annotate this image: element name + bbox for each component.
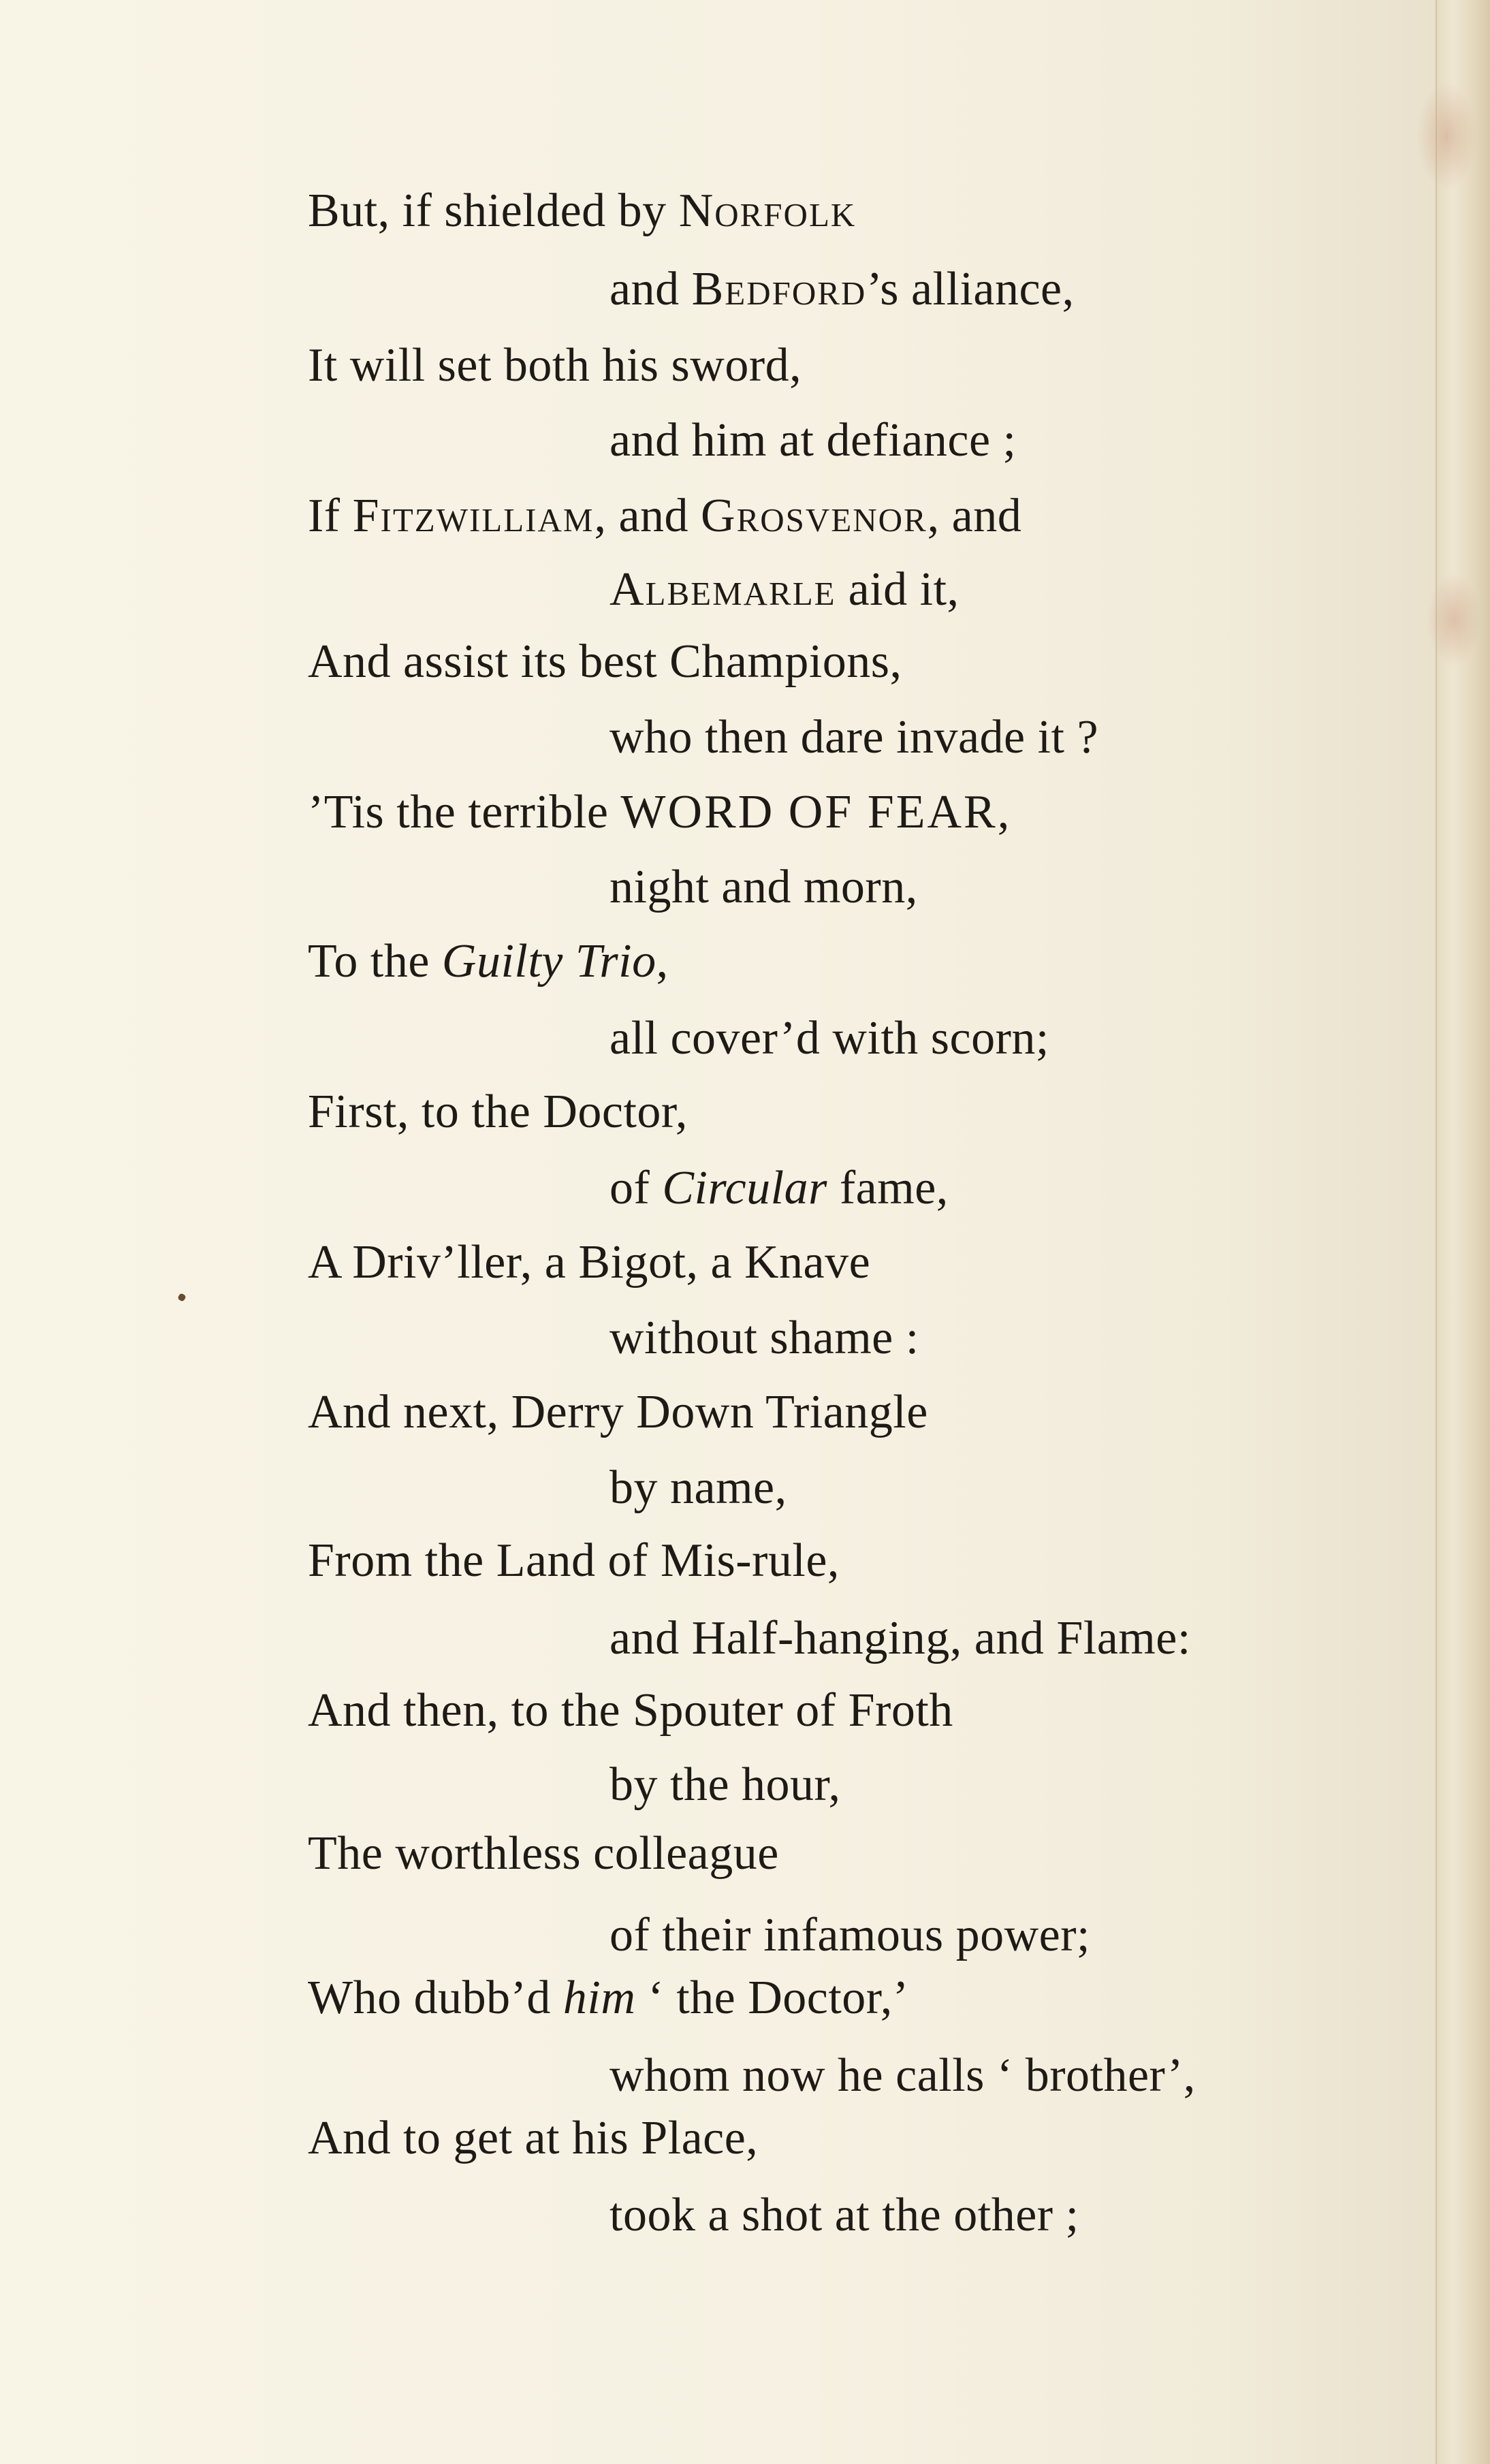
poem-line: The worthless colleague [308,1827,779,1880]
poem-line: Who dubb’d him ‘ the Doctor,’ [308,1972,909,2024]
poem-line: took a shot at the other ; [609,2189,1079,2241]
poem-line: all cover’d with scorn; [609,1012,1049,1064]
poem-line: And then, to the Spouter of Froth [308,1684,953,1737]
poem-line: And to get at his Place, [308,2112,759,2164]
poem-line: of Circular fame, [609,1162,949,1214]
poem-line: Albemarle aid it, [609,563,960,616]
poem-line: by name, [609,1462,787,1514]
page-edge [1436,0,1490,2464]
poem-line: It will set both his sword, [308,339,802,392]
poem-line: From the Land of Mis-rule, [308,1534,840,1587]
poem-line: and him at defiance ; [609,414,1017,467]
poem-line: If Fitzwilliam, and Grosvenor, and [308,490,1022,542]
poem-line: And assist its best Champions, [308,635,902,688]
poem-line: night and morn, [609,861,918,913]
poem-line: by the hour, [609,1758,841,1811]
poem-line: without shame : [609,1312,919,1364]
poem-line: and Bedford’s alliance, [609,263,1075,315]
poem-line: A Driv’ller, a Bigot, a Knave [308,1236,871,1289]
poem-line: First, to the Doctor, [308,1086,688,1138]
poem-line: ’Tis the terrible WORD OF FEAR, [308,786,1010,838]
poem-line: whom now he calls ‘ brother’, [609,2049,1196,2102]
poem-line: But, if shielded by Norfolk [308,185,857,237]
poem-line: and Half-hanging, and Flame: [609,1612,1191,1664]
poem-line: of their infamous power; [609,1909,1090,1961]
poem-line: To the Guilty Trio, [308,935,669,988]
poem-line: And next, Derry Down Triangle [308,1386,928,1438]
poem-line: who then dare invade it ? [609,711,1099,763]
